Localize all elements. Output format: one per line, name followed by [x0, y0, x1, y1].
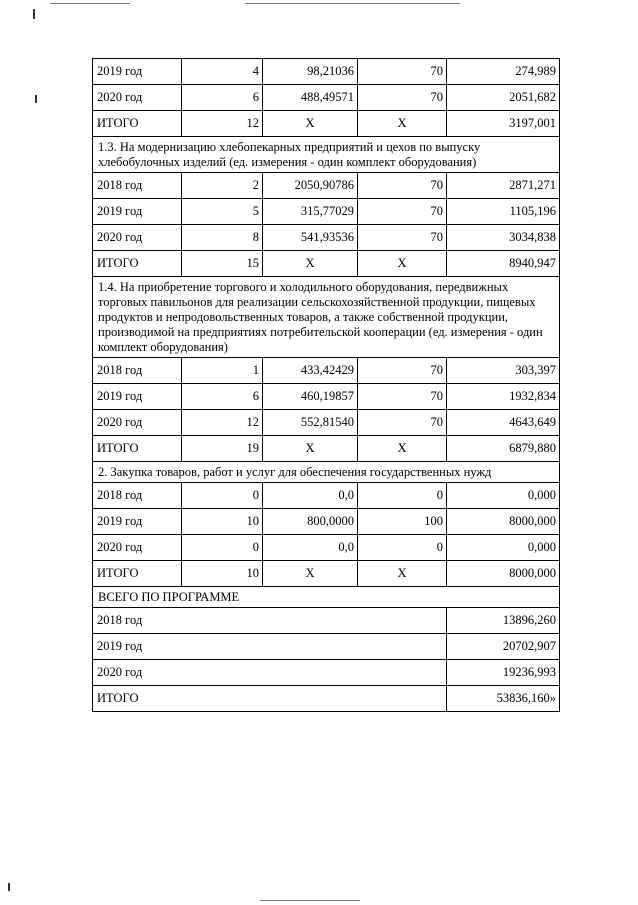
table-row [93, 173, 560, 199]
count-cell: 0 [182, 483, 263, 509]
year-cell: 2019 год [93, 199, 182, 225]
total-row [93, 608, 560, 634]
section-title: 1.3. На модернизацию хлебопекарных предприятий и цехов по выпуску хлебобулочных изделий (ед. измерения - один комплект оборудования) [93, 137, 560, 173]
total-year-cell: 2019 год [93, 634, 447, 660]
sum-cell: 0,000 [447, 535, 560, 561]
total-year-cell: 2018 год [93, 608, 447, 634]
count-cell: 12 [182, 410, 263, 436]
table-body [93, 59, 560, 712]
count-cell: 19 [182, 436, 263, 462]
percent-cell: 70 [358, 199, 447, 225]
section-header-row [93, 137, 560, 173]
scan-line [245, 3, 460, 4]
table-row [93, 59, 560, 85]
year-cell: 2019 год [93, 509, 182, 535]
year-cell: ИТОГО [93, 111, 182, 137]
table-row [93, 199, 560, 225]
year-cell: ИТОГО [93, 251, 182, 277]
sum-cell: 303,397 [447, 358, 560, 384]
percent-cell: 0 [358, 535, 447, 561]
percent-cell: 100 [358, 509, 447, 535]
sum-cell: 0,000 [447, 483, 560, 509]
section-header-row [93, 462, 560, 483]
total-year-cell: 2020 год [93, 660, 447, 686]
percent-cell: 70 [358, 225, 447, 251]
count-cell: 0 [182, 535, 263, 561]
table-row [93, 225, 560, 251]
year-cell: 2020 год [93, 85, 182, 111]
table-row [93, 509, 560, 535]
scan-mark [35, 95, 37, 103]
total-row [93, 660, 560, 686]
percent-cell: Х [358, 111, 447, 137]
year-cell: 2020 год [93, 225, 182, 251]
count-cell: 5 [182, 199, 263, 225]
percent-cell: Х [358, 436, 447, 462]
count-cell: 10 [182, 561, 263, 587]
percent-cell: 70 [358, 410, 447, 436]
percent-cell: 70 [358, 173, 447, 199]
price-cell: 552,81540 [263, 410, 358, 436]
price-cell: Х [263, 251, 358, 277]
price-cell: 433,42429 [263, 358, 358, 384]
table-row [93, 410, 560, 436]
table-row [93, 358, 560, 384]
sum-cell: 8000,000 [447, 509, 560, 535]
scan-line [50, 3, 130, 4]
percent-cell: Х [358, 251, 447, 277]
price-cell: Х [263, 561, 358, 587]
scan-mark [8, 883, 10, 891]
price-cell: 488,49571 [263, 85, 358, 111]
count-cell: 15 [182, 251, 263, 277]
sum-cell: 1105,196 [447, 199, 560, 225]
sum-cell: 3197,001 [447, 111, 560, 137]
count-cell: 4 [182, 59, 263, 85]
table-row [93, 251, 560, 277]
scan-line [260, 900, 360, 901]
count-cell: 6 [182, 85, 263, 111]
table-row [93, 436, 560, 462]
year-cell: 2019 год [93, 384, 182, 410]
percent-cell: 70 [358, 384, 447, 410]
total-header-row [93, 587, 560, 608]
total-title: ВСЕГО ПО ПРОГРАММЕ [93, 587, 560, 608]
section-header-row [93, 277, 560, 358]
year-cell: ИТОГО [93, 561, 182, 587]
price-cell: 541,93536 [263, 225, 358, 251]
scan-mark [33, 9, 35, 19]
price-cell: 0,0 [263, 483, 358, 509]
count-cell: 1 [182, 358, 263, 384]
percent-cell: 70 [358, 59, 447, 85]
table-row [93, 535, 560, 561]
total-year-cell: ИТОГО [93, 686, 447, 712]
count-cell: 12 [182, 111, 263, 137]
sum-cell: 1932,834 [447, 384, 560, 410]
total-sum-cell: 53836,160» [447, 686, 560, 712]
year-cell: 2020 год [93, 410, 182, 436]
sum-cell: 2871,271 [447, 173, 560, 199]
price-cell: 800,0000 [263, 509, 358, 535]
price-cell: Х [263, 111, 358, 137]
total-row [93, 686, 560, 712]
table-row [93, 483, 560, 509]
price-cell: 2050,90786 [263, 173, 358, 199]
total-row [93, 634, 560, 660]
table-row [93, 111, 560, 137]
sum-cell: 274,989 [447, 59, 560, 85]
percent-cell: 70 [358, 85, 447, 111]
count-cell: 8 [182, 225, 263, 251]
table-row [93, 561, 560, 587]
sum-cell: 4643,649 [447, 410, 560, 436]
price-cell: 0,0 [263, 535, 358, 561]
year-cell: 2020 год [93, 535, 182, 561]
sum-cell: 8000,000 [447, 561, 560, 587]
total-sum-cell: 19236,993 [447, 660, 560, 686]
percent-cell: Х [358, 561, 447, 587]
table-row [93, 85, 560, 111]
program-table [92, 58, 560, 712]
total-sum-cell: 20702,907 [447, 634, 560, 660]
section-title: 1.4. На приобретение торгового и холодильного оборудования, передвижных торговых павильонов для реализации сельскохозяйственной продукции, пищевых продуктов и непродовольственных товаров, а также собственной продукции, производимой на предприятиях потребительской кооперации (ед. измерения - один комплект оборудования) [93, 277, 560, 358]
count-cell: 6 [182, 384, 263, 410]
sum-cell: 2051,682 [447, 85, 560, 111]
price-cell: 315,77029 [263, 199, 358, 225]
price-cell: 98,21036 [263, 59, 358, 85]
count-cell: 2 [182, 173, 263, 199]
price-cell: 460,19857 [263, 384, 358, 410]
sum-cell: 8940,947 [447, 251, 560, 277]
year-cell: 2019 год [93, 59, 182, 85]
year-cell: 2018 год [93, 483, 182, 509]
year-cell: ИТОГО [93, 436, 182, 462]
percent-cell: 70 [358, 358, 447, 384]
table-row [93, 384, 560, 410]
price-cell: Х [263, 436, 358, 462]
total-sum-cell: 13896,260 [447, 608, 560, 634]
section-title: 2. Закупка товаров, работ и услуг для обеспечения государственных нужд [93, 462, 560, 483]
year-cell: 2018 год [93, 173, 182, 199]
year-cell: 2018 год [93, 358, 182, 384]
count-cell: 10 [182, 509, 263, 535]
sum-cell: 3034,838 [447, 225, 560, 251]
percent-cell: 0 [358, 483, 447, 509]
sum-cell: 6879,880 [447, 436, 560, 462]
